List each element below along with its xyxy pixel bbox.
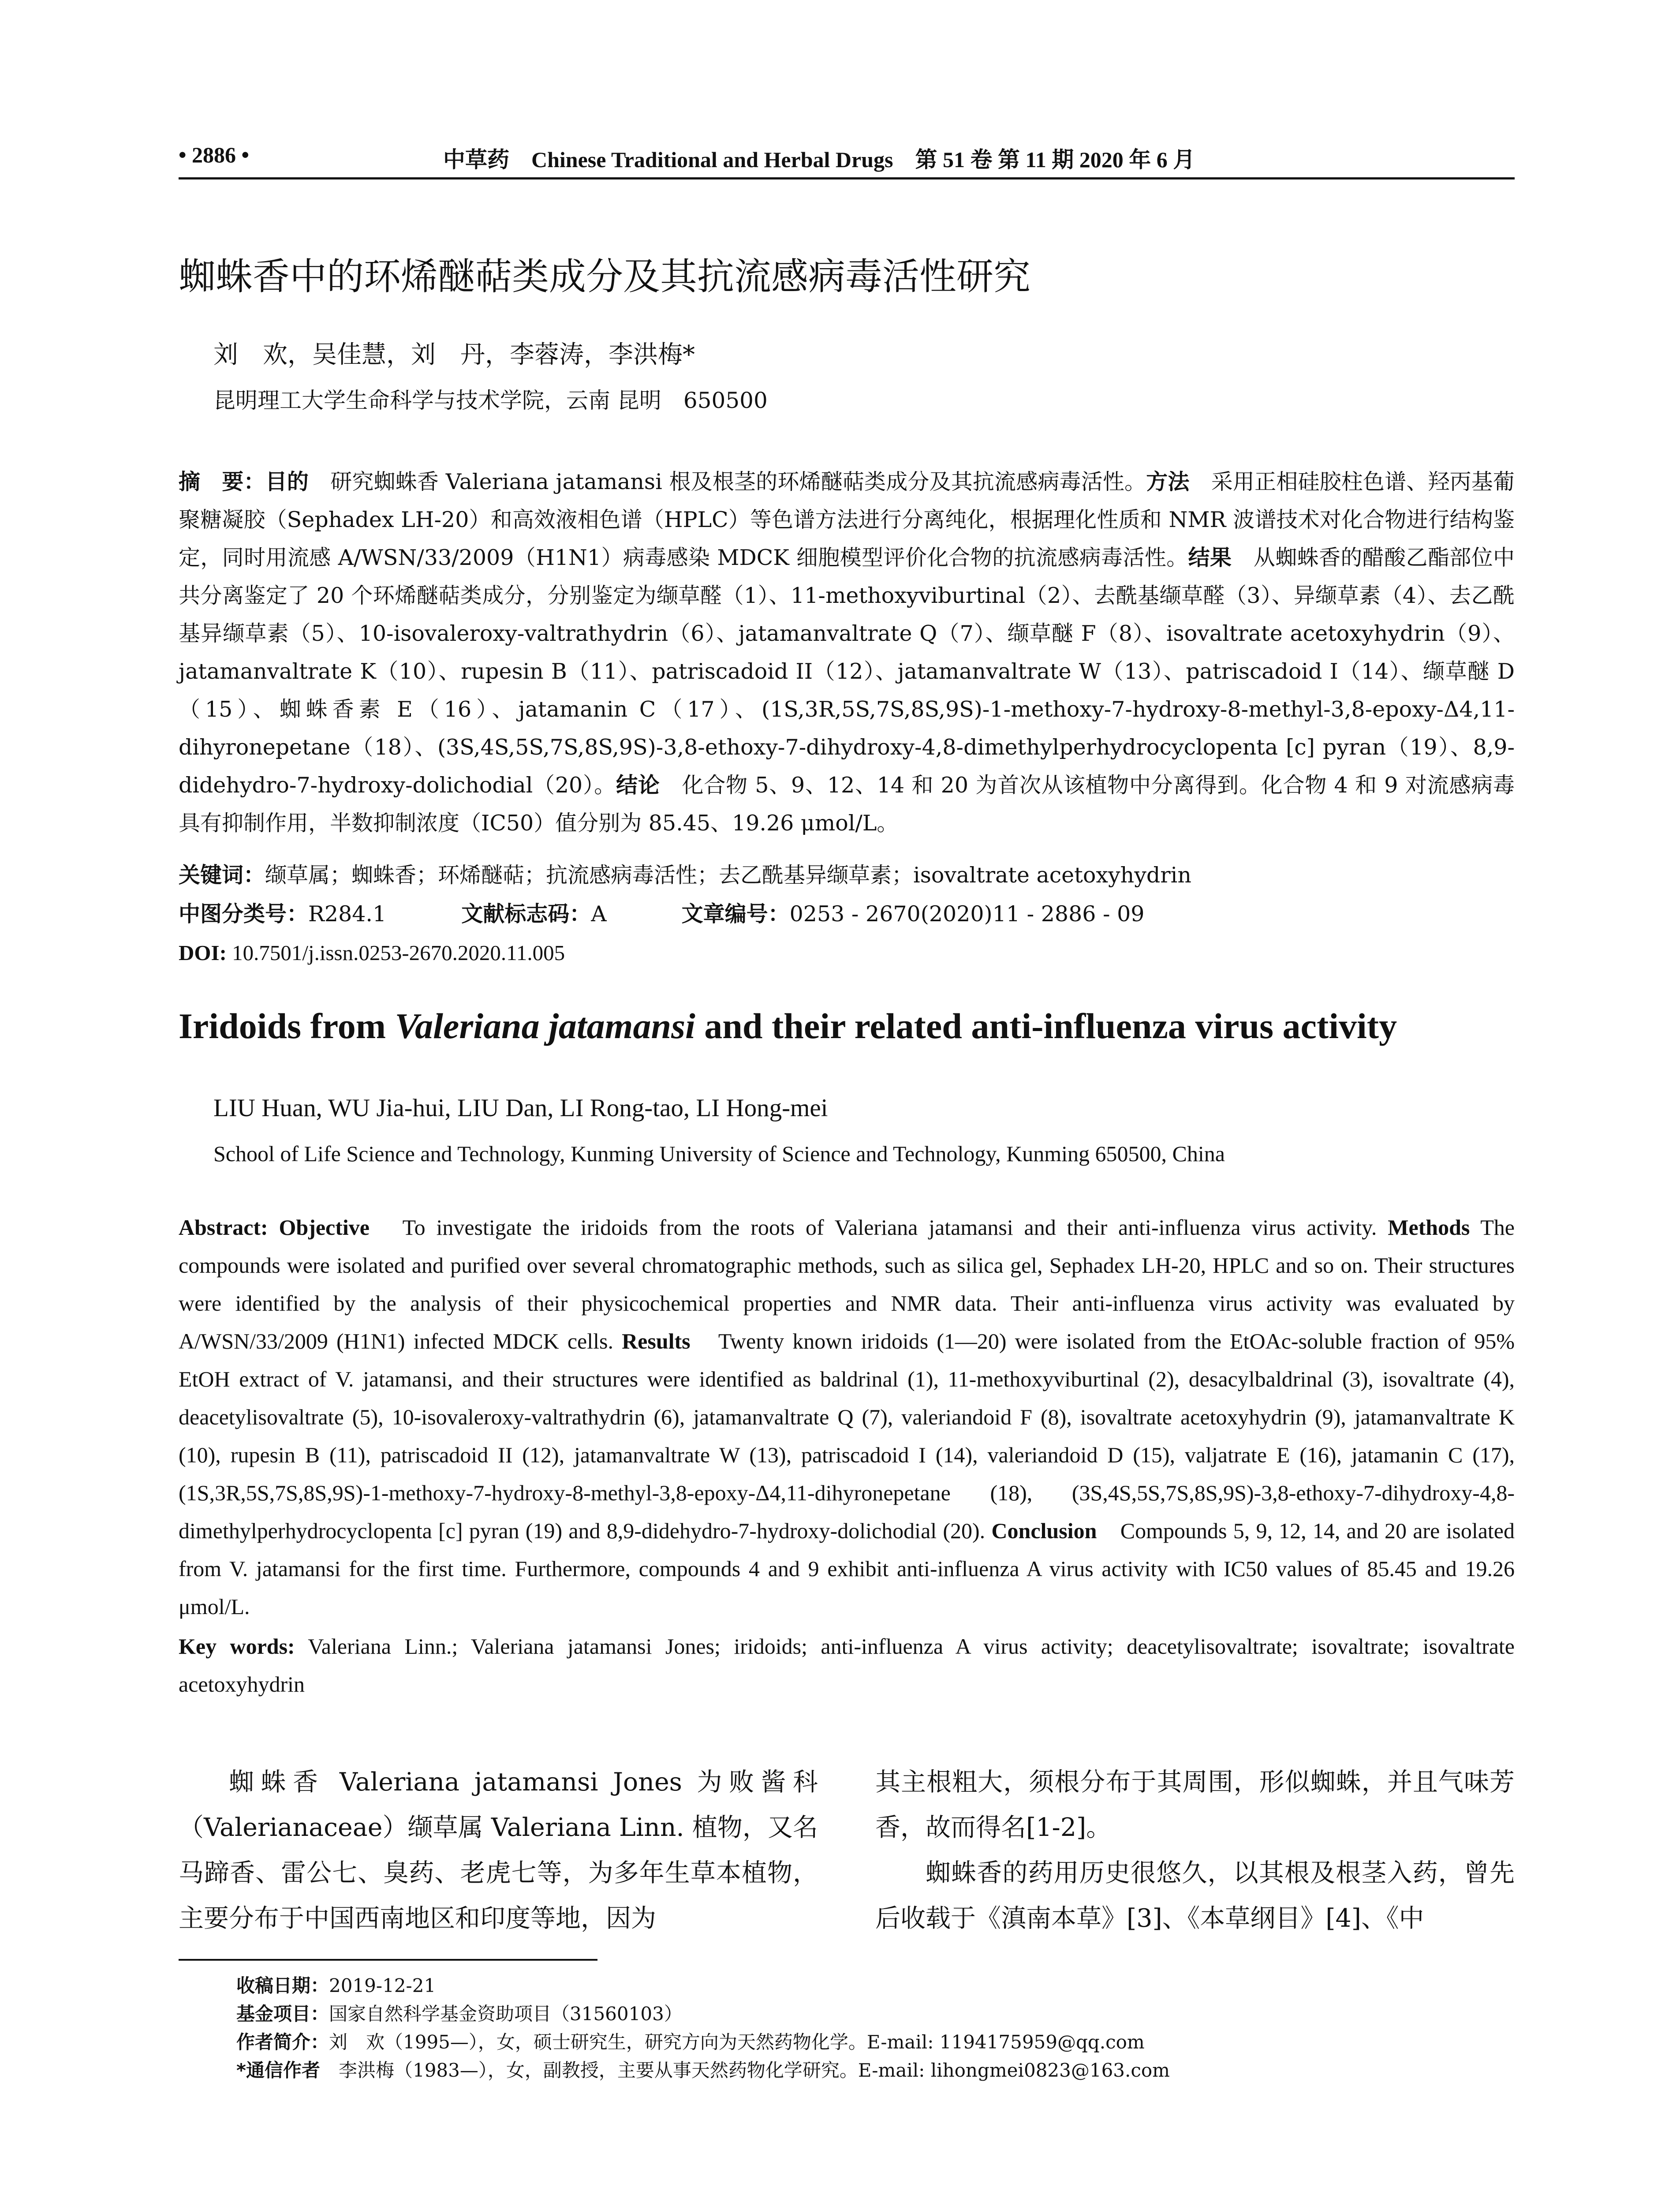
- article-no-label: 文章编号：: [681, 901, 790, 927]
- body-column-left: [179, 1760, 818, 1941]
- en-objective: To investigate the iridoids from the roots of Valeriana jatamansi and their anti-influenza virus activity.: [369, 1215, 1377, 1240]
- body-paragraph: 蜘蛛香 Valeriana jatamansi Jones 为败酱科（Valerianaceae）缬草属 Valeriana Linn. 植物，又名马蹄香、雷公七、臭药、老虎七等，为多年生草本植物，主要分布于中国西南地区和印度等地，因为: [179, 1768, 818, 1933]
- en-results-label: Results: [622, 1329, 691, 1353]
- en-keywords-label: Key words:: [179, 1634, 295, 1659]
- body-paragraph: 蜘蛛香的药用历史很悠久，以其根及根茎入药，曾先后收载于《滇南本草》[3]、《本草纲目》[4]、《中: [875, 1858, 1515, 1933]
- en-keywords-text: Valeriana Linn.; Valeriana jatamansi Jones; iridoids; anti-influenza A virus activity; deacetylisovaltrate; isovaltrate; isovaltrate acetoxyhydrin: [179, 1634, 1515, 1697]
- en-methods: The compounds were isolated and purified over several chromatographic methods, such as silica gel, Sephadex LH-20, HPLC and so on. Their structures were identified by the analysis of their physicochemical properties and NMR data. Their anti-influenza virus activity was evaluated by A/WSN/33/2009 (H1N1) infected MDCK cells.: [179, 1215, 1515, 1353]
- en-authors: LIU Huan, WU Jia-hui, LIU Dan, LI Rong-tao, LI Hong-mei: [213, 1094, 828, 1122]
- cn-authors: 刘 欢，吴佳慧，刘 丹，李蓉涛，李洪梅*: [213, 340, 695, 369]
- cn-conclusion: 化合物 5、9、12、14 和 20 为首次从该植物中分离得到。化合物 4 和 9 对流感病毒具有抑制作用，半数抑制浓度（IC50）值分别为 85.45、19.26 μmol/L。: [179, 773, 1515, 836]
- running-header: [179, 140, 1515, 176]
- article-no-value: 0253 - 2670(2020)11 - 2886 - 09: [789, 901, 1145, 927]
- en-methods-label: Methods: [1388, 1215, 1470, 1240]
- doc-code-label: 文献标志码：: [461, 901, 591, 927]
- cn-objective: 研究蜘蛛香 Valeriana jatamansi 根及根茎的环烯醚萜类成分及其抗流感病毒活性。: [309, 469, 1146, 494]
- cn-keywords-label: 关键词：: [179, 863, 265, 888]
- doi-line: [179, 934, 1515, 972]
- doi-label: DOI:: [179, 941, 227, 965]
- corresponding-label: *通信作者: [236, 2059, 320, 2081]
- en-results: Twenty known iridoids (1—20) were isolated from the EtOAc-soluble fraction of 95% EtOH extract of V. jatamansi, and their structures were identified as baldrinal (1), 11-methoxyviburtinal (2), desacylbaldrinal (3), isovaltrate (4), deacetylisovaltrate (5), 10-isovaleroxy-valtrathydrin (6), jatamanvaltrate Q (7), valeriandoid F (8), isovaltrate acetoxyhydrin (9), jatamanvaltrate K (10), rupesin B (11), patriscadoid II (12), jatamanvaltrate W (13), patriscadoid I (14), valeriandoid D (15), valjatrate E (16), jatamanin C (17), (1S,3R,5S,7S,8S,9S)-1-methoxy-7-hydroxy-8-methyl-3,8-epoxy-Δ4,11-dihyronepetane (18), (3S,4S,5S,7S,8S,9S)-3,8-ethoxy-7-dihydroxy-4,8-dimethylperhydrocyclopenta [c] pyran (19) and 8,9-didehydro-7-hydroxy-dolichodial (20).: [179, 1329, 1515, 1543]
- received-value: 2019-12-21: [329, 1975, 436, 1996]
- fund-value: 国家自然科学基金资助项目（31560103）: [329, 2003, 683, 2025]
- cn-results: 从蜘蛛香的醋酸乙酯部位中共分离鉴定了 20 个环烯醚萜类成分，分别鉴定为缬草醛（1）、11-methoxyviburtinal（2）、去酰基缬草醛（3）、异缬草素（4）、去乙酰基异缬草素（5）、10-isovaleroxy-valtrathydrin（6）、jatamanvaltrate Q（7）、缬草醚 F（8）、isovaltrate acetoxyhydrin（9）、jatamanvaltrate K（10）、rupesin B（11）、patriscadoid II（12）、jatamanvaltrate W（13）、patriscadoid I（14）、缬草醚 D（15）、蜘蛛香素 E（16）、jatamanin C（17）、(1S,3R,5S,7S,8S,9S)-1-methoxy-7-hydroxy-8-methyl-3,8-epoxy-Δ4,11-dihyronepetane（18）、(3S,4S,5S,7S,8S,9S)-3,8-ethoxy-7-dihydroxy-4,8-dimethylperhydrocyclopenta [c] pyran（19）、8,9-didehydro-7-hydroxy-dolichodial（20）。: [179, 545, 1515, 798]
- cn-objective-label: 目的: [265, 469, 309, 494]
- fund-label: 基金项目：: [236, 2003, 329, 2025]
- en-keywords: [179, 1627, 1515, 1703]
- en-abstract: [179, 1208, 1515, 1626]
- doc-code-value: A: [591, 901, 607, 927]
- footnote-fund: [236, 2000, 683, 2028]
- en-title-post: and their related anti-influenza virus activity: [695, 1006, 1397, 1046]
- en-title-pre: Iridoids from: [179, 1006, 395, 1046]
- header-rule: [179, 177, 1515, 179]
- body-paragraph-continued: 其主根粗大，须根分布于其周围，形似蜘蛛，并且气味芳香，故而得名[1-2]。: [875, 1768, 1515, 1842]
- doi-link[interactable]: 10.7501/j.issn.0253-2670.2020.11.005: [226, 941, 565, 965]
- journal-info: 中草药 Chinese Traditional and Herbal Drugs 第 51 卷 第 11 期 2020 年 6 月: [443, 147, 1195, 172]
- en-abstract-label: Abstract: Objective: [179, 1215, 370, 1240]
- body-column-right: [875, 1760, 1515, 1941]
- cn-classification: [179, 895, 1515, 933]
- cn-results-label: 结果: [1188, 545, 1232, 570]
- cn-abstract: [179, 463, 1515, 842]
- en-affiliation: School of Life Science and Technology, Kunming University of Science and Technology, Kunming 650500, China: [213, 1141, 1225, 1166]
- page-number: • 2886 •: [179, 142, 250, 167]
- cn-abstract-label: 摘 要：: [179, 469, 265, 494]
- footnote-received: [236, 1972, 436, 1999]
- received-label: 收稿日期：: [236, 1975, 329, 1996]
- footnote-rule: [179, 1959, 597, 1961]
- en-title-italic: Valeriana jatamansi: [395, 1006, 695, 1046]
- en-conclusion: Compounds 5, 9, 12, 14, and 20 are isolated from V. jatamansi for the first time. Furthermore, compounds 4 and 9 exhibit anti-influenza A virus activity with IC50 values of 85.45 and 19.26 μmol/L.: [179, 1518, 1515, 1619]
- author-label: 作者简介：: [236, 2031, 329, 2053]
- clc-label: 中图分类号：: [179, 901, 309, 927]
- cn-title: 蜘蛛香中的环烯醚萜类成分及其抗流感病毒活性研究: [179, 255, 1031, 298]
- cn-keywords: [179, 856, 1515, 894]
- author-value: 刘 欢（1995—），女，硕士研究生，研究方向为天然药物化学。E-mail: 1194175959@qq.com: [329, 2031, 1145, 2053]
- footnote-author: [236, 2029, 1145, 2056]
- clc-value: R284.1: [308, 901, 387, 927]
- cn-affiliation: 昆明理工大学生命科学与技术学院，云南 昆明 650500: [213, 388, 768, 413]
- en-title: [179, 1005, 1515, 1047]
- cn-conclusion-label: 结论: [616, 773, 660, 798]
- cn-methods: 采用正相硅胶柱色谱、羟丙基葡聚糖凝胶（Sephadex LH-20）和高效液相色谱（HPLC）等色谱方法进行分离纯化，根据理化性质和 NMR 波谱技术对化合物进行结构鉴定，同时用流感 A/WSN/33/2009（H1N1）病毒感染 MDCK 细胞模型评价化合物的抗流感病毒活性。: [179, 469, 1515, 570]
- corresponding-value: 李洪梅（1983—），女，副教授，主要从事天然药物化学研究。E-mail: lihongmei0823@163.com: [320, 2059, 1170, 2081]
- cn-methods-label: 方法: [1146, 469, 1190, 494]
- en-conclusion-label: Conclusion: [991, 1518, 1097, 1543]
- footnote-corresponding: [236, 2057, 1170, 2084]
- cn-keywords-text: 缬草属；蜘蛛香；环烯醚萜；抗流感病毒活性；去乙酰基异缬草素；isovaltrate acetoxyhydrin: [265, 863, 1191, 888]
